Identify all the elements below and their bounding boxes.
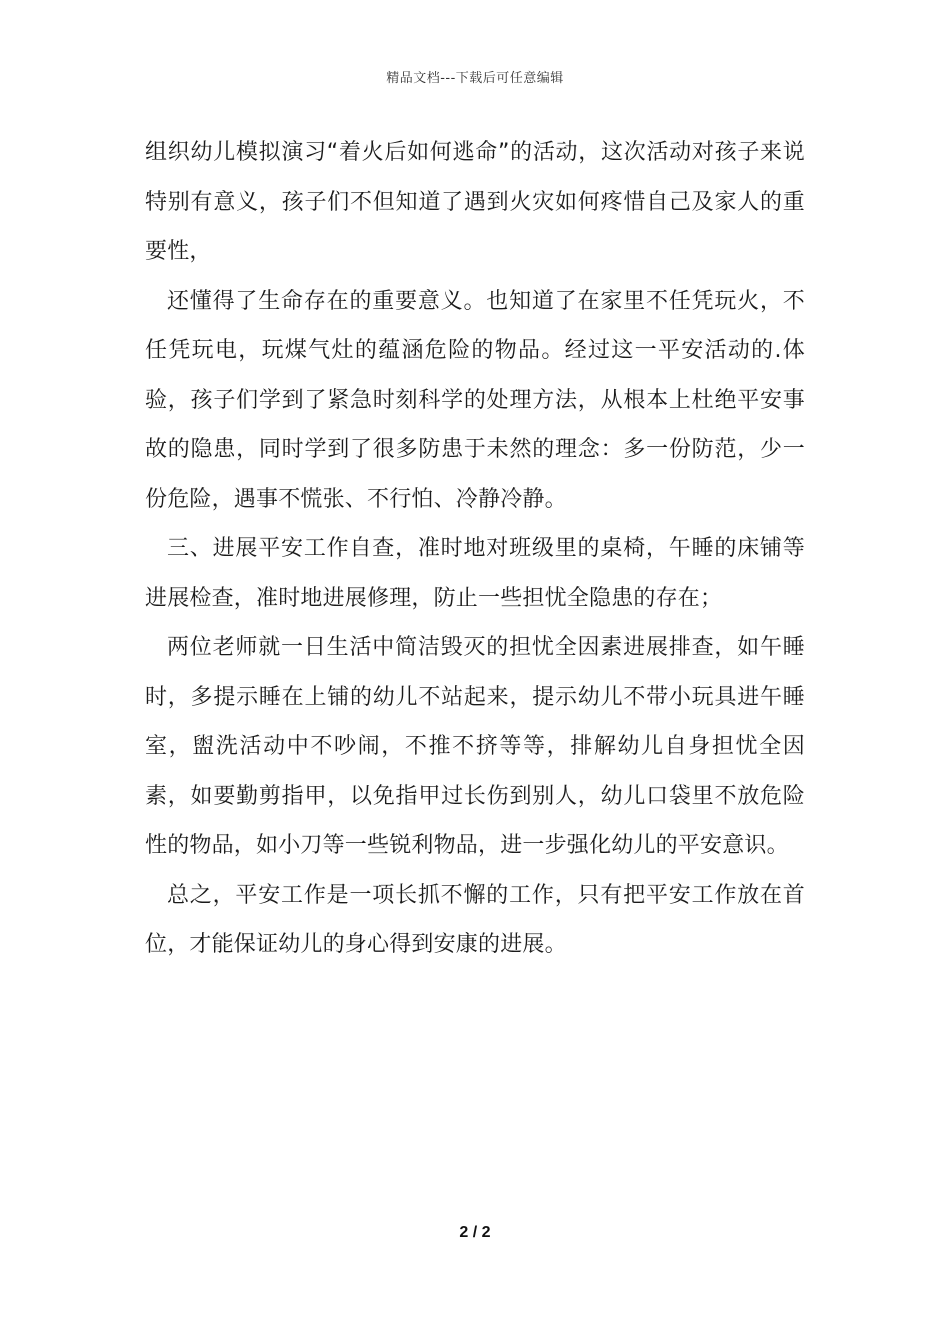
paragraph-1: 组织幼儿模拟演习“着火后如何逃命”的活动，这次活动对孩子来说特别有意义，孩子们不但知道了遇到火灾如何疼惜自己及家人的重要性， xyxy=(145,140,805,264)
paragraph-2: 还懂得了生命存在的重要意义。也知道了在家里不任凭玩火，不任凭玩电，玩煤气灶的蕴涵危险的物品。经过这一平安活动的.体验，孩子们学到了紧急时刻科学的处理方法，从根本上杜绝平安事故的隐患，同时学到了很多防患于未然的理念：多一份防范，少一份危险，遇事不慌张、不行怕、冷静冷静。 xyxy=(145,288,805,512)
paragraph-5: 总之，平安工作是一项长抓不懈的工作，只有把平安工作放在首位，才能保证幼儿的身心得到安康的进展。 xyxy=(145,882,805,957)
document-body xyxy=(145,128,805,970)
page-header: 精品文档---下载后可任意编辑 xyxy=(386,71,564,86)
paragraph-4: 两位老师就一日生活中简洁毁灭的担忧全因素进展排查，如午睡时，多提示睡在上铺的幼儿不站起来，提示幼儿不带小玩具进午睡室，盥洗活动中不吵闹，不推不挤等等，排解幼儿自身担忧全因素，如要勤剪指甲，以免指甲过长伤到别人，幼儿口袋里不放危险性的物品，如小刀等一些锐利物品，进一步强化幼儿的平安意识。 xyxy=(145,635,805,858)
page-number: 2 / 2 xyxy=(459,1224,491,1241)
paragraph-3: 三、进展平安工作自查，准时地对班级里的桌椅，午睡的床铺等进展检查，准时地进展修理，防止一些担忧全隐患的存在； xyxy=(145,536,805,611)
